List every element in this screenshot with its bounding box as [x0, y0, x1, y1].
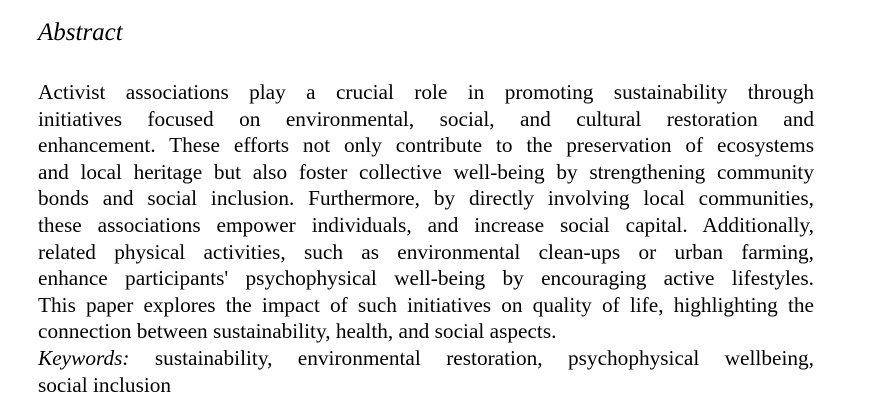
- abstract-line: initiatives focused on environmental, social, and cultural restoration and: [38, 106, 814, 131]
- abstract-line: This paper explores the impact of such initiatives on quality of life, highlighting the: [38, 292, 814, 317]
- keywords-line: [38, 345, 814, 372]
- abstract-heading: Abstract: [38, 19, 123, 46]
- abstract-line: Activist associations play a crucial role in promoting sustainability through: [38, 80, 814, 104]
- keywords-continuation: social inclusion: [38, 372, 172, 397]
- abstract-line: related physical activities, such as environmental clean-ups or urban farming,: [38, 239, 814, 264]
- abstract-line-last: connection between sustainability, health, and social aspects.: [38, 319, 557, 344]
- abstract-line: enhance participants' psychophysical well-being by encouraging active lifestyles.: [38, 266, 814, 291]
- abstract-line: enhancement. These efforts not only contribute to the preservation of ecosystems: [38, 133, 814, 158]
- abstract-line: bonds and social inclusion. Furthermore, by directly involving local communities,: [38, 186, 814, 211]
- abstract-body: [38, 79, 814, 398]
- keywords-label: Keywords:: [38, 345, 130, 370]
- abstract-line: and local heritage but also foster collective well-being by strengthening community: [38, 159, 814, 184]
- keywords-text: sustainability, environmental restoration, psychophysical wellbeing,: [154, 345, 814, 370]
- abstract-line: these associations empower individuals, and increase social capital. Additionally,: [38, 212, 814, 237]
